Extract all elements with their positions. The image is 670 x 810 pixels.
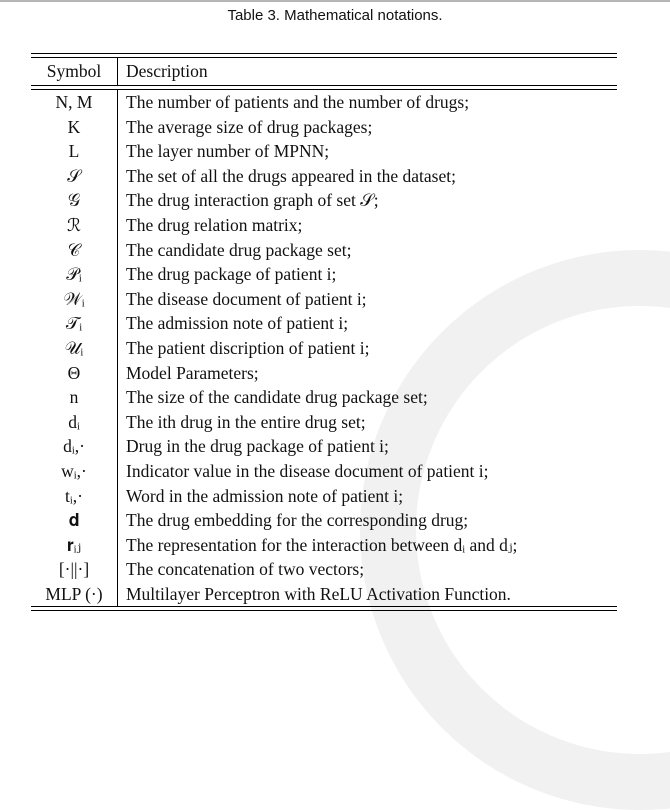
table-row (31, 557, 617, 582)
table-row (31, 459, 617, 484)
description-cell: The concatenation of two vectors; (126, 559, 365, 580)
symbol-cell: 𝒢 (31, 188, 118, 213)
symbol-cell: wᵢ,· (31, 459, 118, 484)
description-cell: The layer number of MPNN; (126, 141, 330, 162)
symbol-cell: dᵢ (31, 410, 118, 435)
symbol-cell: 𝒯ᵢ (31, 311, 118, 336)
symbol-cell: 𝒞 (31, 238, 118, 263)
symbol-cell: n (31, 385, 118, 410)
table-row (31, 508, 617, 533)
table-row (31, 311, 617, 336)
table-row (31, 213, 617, 238)
table-row (31, 336, 617, 361)
table-row (31, 361, 617, 386)
symbol-cell: N, M (31, 90, 118, 115)
symbol-cell: tᵢ,· (31, 484, 118, 509)
description-cell: The patient discription of patient i; (126, 337, 370, 358)
description-cell: The size of the candidate drug package set; (126, 387, 428, 408)
description-cell: Word in the admission note of patient i; (126, 485, 404, 506)
table-header-row (31, 58, 617, 85)
description-cell: Multilayer Perceptron with ReLU Activation Function. (126, 583, 511, 604)
description-cell: The ith drug in the entire drug set; (126, 411, 366, 432)
symbol-cell: dᵢ,· (31, 434, 118, 459)
symbol-header: Symbol (31, 58, 118, 85)
symbol-cell: 𝒫ᵢ (31, 262, 118, 287)
table-row (31, 164, 617, 189)
description-cell: The number of patients and the number of drugs; (126, 92, 470, 112)
symbol-cell: 𝒮 (31, 164, 118, 189)
table-row (31, 90, 617, 115)
description-cell: The set of all the drugs appeared in the dataset; (126, 165, 456, 186)
description-cell: Model Parameters; (126, 362, 259, 383)
description-cell: The average size of drug packages; (126, 116, 373, 137)
symbol-cell: 𝒰ᵢ (31, 336, 118, 361)
table-row (31, 410, 617, 435)
symbol-cell: MLP (·) (31, 582, 118, 607)
symbol-cell: Θ (31, 361, 118, 386)
symbol-cell: ℛ (31, 213, 118, 238)
description-cell: The disease document of patient i; (126, 288, 367, 309)
description-header: Description (126, 61, 208, 81)
notation-table (31, 53, 617, 611)
description-cell: The admission note of patient i; (126, 313, 349, 334)
description-cell: The drug interaction graph of set 𝒮; (126, 190, 379, 211)
symbol-cell: K (31, 115, 118, 140)
description-cell: Drug in the drug package of patient i; (126, 436, 389, 457)
table-row (31, 287, 617, 312)
table-row (31, 434, 617, 459)
symbol-cell: 𝐝 (31, 508, 118, 533)
table-caption: Table 3. Mathematical notations. (227, 7, 443, 24)
symbol-cell: 𝐫ᵢⱼ (31, 533, 118, 558)
symbol-cell: 𝒲ᵢ (31, 287, 118, 312)
description-cell: The drug package of patient i; (126, 264, 337, 285)
table-row (31, 238, 617, 263)
table-row (31, 484, 617, 509)
description-cell: The candidate drug package set; (126, 239, 352, 260)
table-bottom-rule (31, 606, 617, 611)
table-row (31, 115, 617, 140)
description-cell: The drug relation matrix; (126, 214, 303, 235)
table-row (31, 262, 617, 287)
table-row (31, 582, 617, 607)
table-row (31, 533, 617, 558)
table-body (31, 90, 617, 606)
description-cell: Indicator value in the disease document of patient i; (126, 460, 489, 481)
table-row (31, 188, 617, 213)
description-cell: The representation for the interaction between dᵢ and dⱼ; (126, 534, 518, 555)
top-border (0, 0, 670, 2)
description-cell: The drug embedding for the corresponding drug; (126, 510, 469, 531)
symbol-cell: [·||·] (31, 557, 118, 582)
symbol-cell: L (31, 139, 118, 164)
table-row (31, 139, 617, 164)
table-row (31, 385, 617, 410)
